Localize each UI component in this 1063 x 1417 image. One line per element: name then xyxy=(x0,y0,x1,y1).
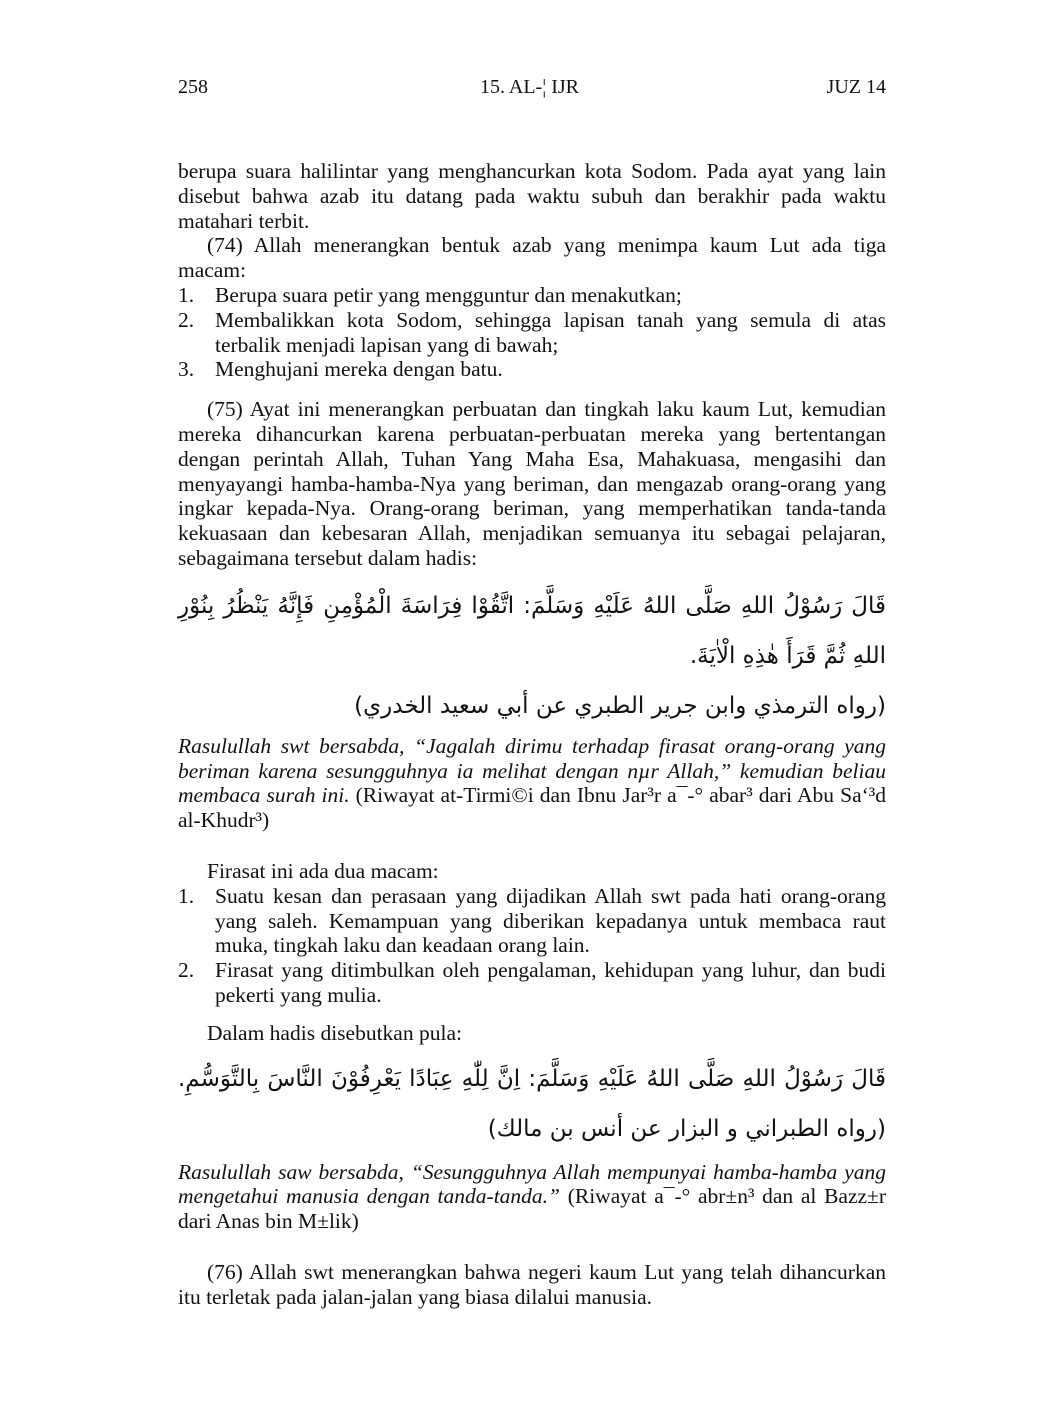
text-column xyxy=(178,159,886,1310)
list-number: 2. xyxy=(178,958,195,983)
hadith-2-translation xyxy=(178,1160,886,1234)
juz-label: JUZ 14 xyxy=(826,76,886,98)
paragraph-76: (76) Allah swt menerangkan bahwa negeri kaum Lut yang telah dihancurkan itu terletak pada jalan-jalan yang biasa dilalui manusia. xyxy=(178,1259,886,1309)
hadith-1-arabic xyxy=(178,581,886,731)
list-item xyxy=(178,308,886,358)
hadith-1-arabic-source: (رواه الترمذي وابن جرير الطبري عن أبي سعيد الخدري) xyxy=(354,692,886,719)
list-item xyxy=(178,958,886,1008)
list-number: 1. xyxy=(178,883,195,908)
hadith-1-source: (Riwayat at-Tirmi©i dan Ibnu Jar³r a¯-° abar³ dari Abu Sa‘³d al-Khudr³) xyxy=(178,783,886,833)
page-number: 258 xyxy=(178,76,208,98)
list-text: Firasat yang ditimbulkan oleh pengalaman, kehidupan yang luhur, dan budi pekerti yang mulia. xyxy=(215,958,886,1007)
hadith-1-translation xyxy=(178,734,886,833)
paragraph-74: (74) Allah menerangkan bentuk azab yang menimpa kaum Lut ada tiga macam: xyxy=(178,233,886,283)
surah-title: 15. AL-¦ IJR xyxy=(480,76,580,98)
hadith-1-arabic-text: قَالَ رَسُوْلُ اللهِ صَلَّى اللهُ عَلَيْهِ وَسَلَّمَ: اتَّقُوْا فِرَاسَةَ الْمُؤْمِنِ فَإِنَّهُ يَنْظُرُ بِنُوْرِ اللهِ ثُمَّ قَرَأَ هٰذِهِ الْاٰيَةَ. xyxy=(178,592,886,669)
list-azab xyxy=(178,283,886,382)
hadith-2-translation-text: Rasulullah saw bersabda, “Sesungguhnya Allah mempunyai hamba-hamba yang mengetahui manusia dengan tanda-tanda.” xyxy=(178,1159,886,1209)
list-text: Menghujani mereka dengan batu. xyxy=(215,357,503,382)
paragraph-dalam-hadis: Dalam hadis disebutkan pula: xyxy=(207,1020,462,1045)
paragraph-intro: berupa suara halilintar yang menghancurkan kota Sodom. Pada ayat yang lain disebut bahwa azab itu datang pada waktu subuh dan berakhir pada waktu matahari terbit. xyxy=(178,159,886,233)
list-item xyxy=(178,357,886,382)
list-item xyxy=(178,283,886,308)
paragraph-75: (75) Ayat ini menerangkan perbuatan dan tingkah laku kaum Lut, kemudian mereka dihancurkan karena perbuatan-perbuatan mereka yang bertentangan dengan perintah Allah, Tuhan Yang Maha Esa, Mahakuasa, mengasihi dan menyayangi hamba-hamba-Nya yang beriman, dan mengazab orang-orang yang ingkar kepada-Nya. Orang-orang beriman, yang memperhatikan tanda-tanda kekuasaan dan kebesaran Allah, menjadikan semuanya itu sebagai pelajaran, sebagaimana tersebut dalam hadis: xyxy=(178,397,886,570)
hadith-1-translation-text: Rasulullah swt bersabda, “Jagalah dirimu terhadap firasat orang-orang yang beriman karena sesungguhnya ia melihat dengan nµr Allah,” kemudian beliau membaca surah ini. xyxy=(178,733,886,808)
list-text: Membalikkan kota Sodom, sehingga lapisan tanah yang semula di atas terbalik menjadi lapisan yang di bawah; xyxy=(215,307,886,357)
list-text: Suatu kesan dan perasaan yang dijadikan Allah swt pada hati orang-orang yang saleh. Kemampuan yang diberikan kepadanya untuk membaca raut muka, tingkah laku dan keadaan orang lain. xyxy=(215,883,886,958)
list-number: 2. xyxy=(178,307,195,332)
list-item xyxy=(178,884,886,958)
paragraph-firasat: Firasat ini ada dua macam: xyxy=(207,858,439,883)
list-number: 3. xyxy=(178,357,195,382)
list-firasat xyxy=(178,884,886,1008)
hadith-2-source: (Riwayat a¯-° abr±n³ dan al Bazz±r dari Anas bin M±lik) xyxy=(178,1184,886,1234)
list-number: 1. xyxy=(178,282,195,307)
list-text: Berupa suara petir yang mengguntur dan menakutkan; xyxy=(215,282,682,307)
hadith-2-arabic: قَالَ رَسُوْلُ اللهِ صَلَّى اللهُ عَلَيْهِ وَسَلَّمَ: اِنَّ لِلّٰهِ عِبَادًا يَعْرِفُوْنَ النَّاسَ بِالتَّوَسُّمِ. (رواه الطبراني و البزار عن أنس بن مالك) xyxy=(178,1065,886,1142)
